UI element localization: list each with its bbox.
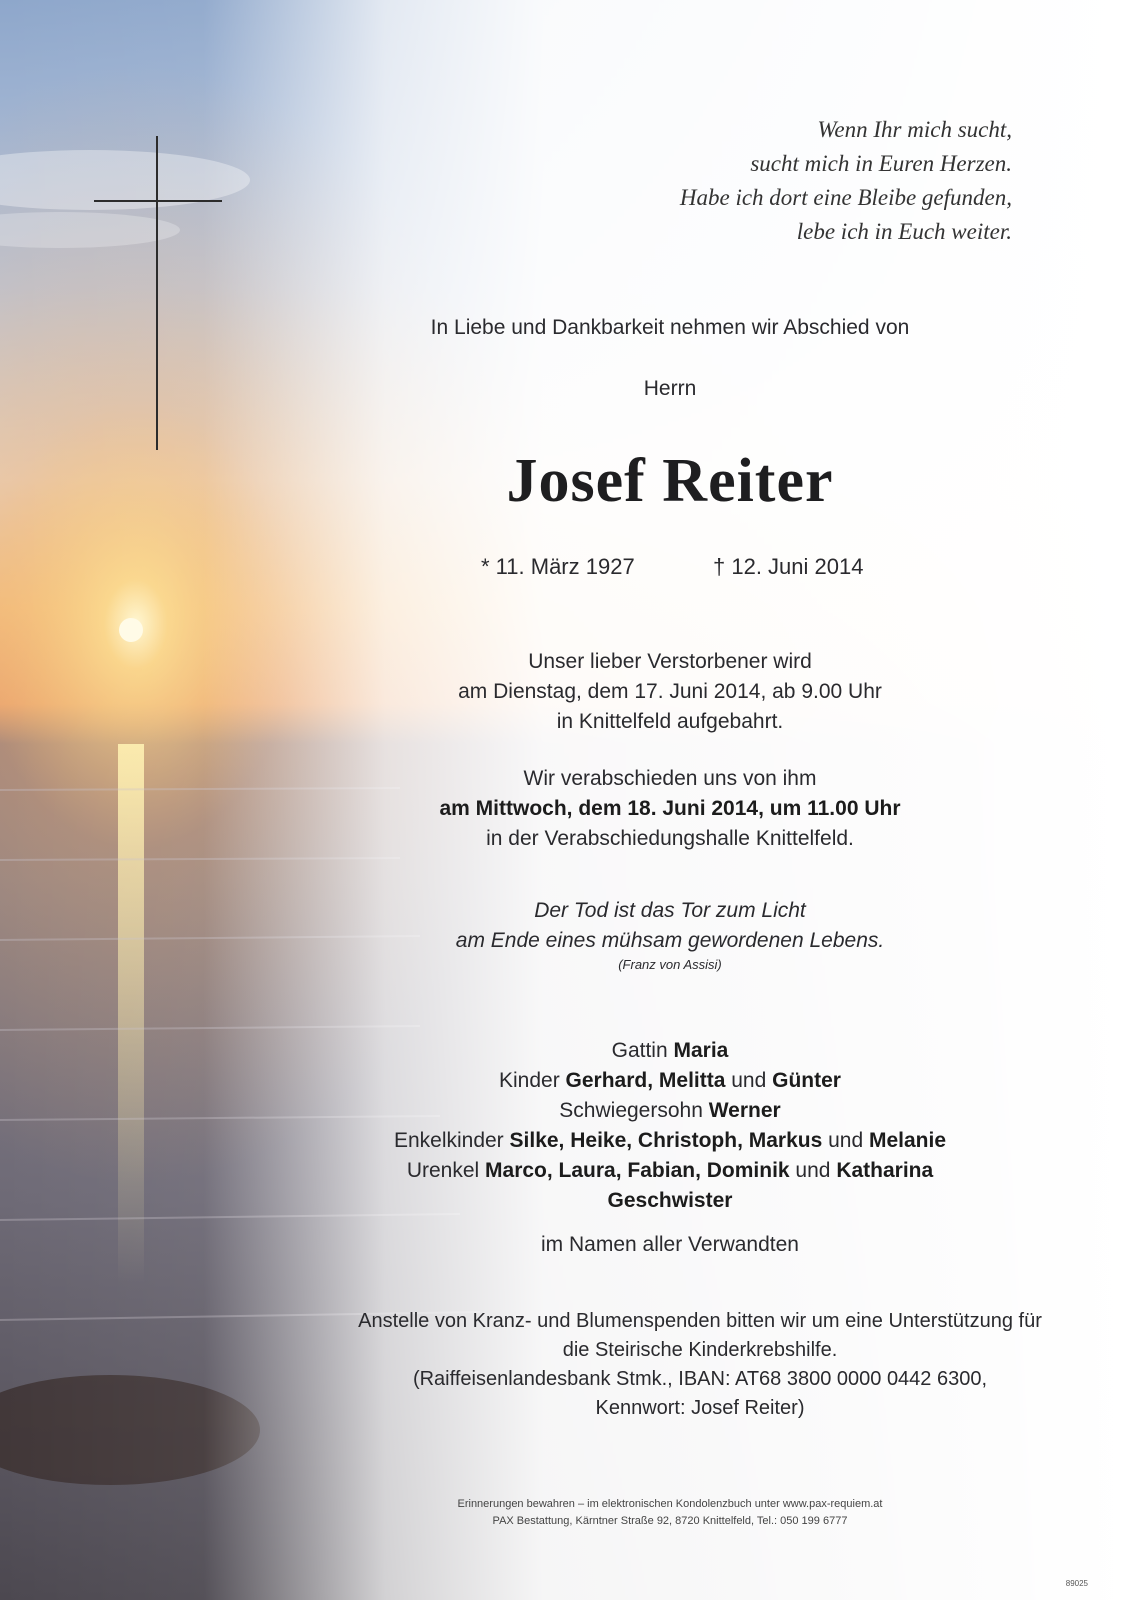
relation-label: Gattin xyxy=(611,1039,674,1062)
relative-names: Gerhard, Melitta xyxy=(565,1069,726,1092)
relation-label: Enkelkinder xyxy=(393,1129,510,1152)
relation-label: Schwiegersohn xyxy=(559,1099,709,1122)
relative-names: Marco, Laura, Fabian, Dominik xyxy=(485,1159,790,1182)
print-code: 89025 xyxy=(1065,1579,1088,1588)
cross-vertical-bar xyxy=(156,136,158,450)
donation-line: (Raiffeisenlandesbank Stmk., IBAN: AT68 3800 0000 0442 6300, xyxy=(412,1368,988,1390)
viewing-info xyxy=(240,647,1100,737)
farewell-info xyxy=(240,764,1100,854)
quote xyxy=(240,896,1100,974)
donation-line: Kennwort: Josef Reiter) xyxy=(595,1397,805,1419)
footer xyxy=(370,1496,970,1530)
family-row-great-grandchildren xyxy=(240,1156,1100,1186)
donation-request xyxy=(270,1307,1130,1423)
relative-names: Katharina xyxy=(836,1159,934,1182)
deceased-name: Josef Reiter xyxy=(506,447,834,515)
farewell-date: am Mittwoch, dem 18. Juni 2014, um 11.00 Uhr xyxy=(439,797,901,820)
viewing-line: Unser lieber Verstorbener wird xyxy=(528,650,812,673)
quote-source: (Franz von Assisi) xyxy=(618,957,722,972)
relative-names: Silke, Heike, Christoph, Markus xyxy=(509,1129,823,1152)
conjunction: und xyxy=(822,1129,869,1152)
salutation: Herrn xyxy=(643,377,697,400)
poem-line: Wenn Ihr mich sucht, xyxy=(817,117,1012,142)
family-row-spouse xyxy=(240,1036,1100,1066)
birth-date: * 11. März 1927 xyxy=(481,554,635,579)
conjunction: und xyxy=(725,1069,773,1092)
relation-label: Kinder xyxy=(499,1069,566,1092)
cross-horizontal-bar xyxy=(94,200,222,202)
death-date: † 12. Juni 2014 xyxy=(713,554,864,579)
poem xyxy=(492,113,1012,249)
quote-line: Der Tod ist das Tor zum Licht xyxy=(534,899,806,922)
relative-names: Maria xyxy=(673,1039,729,1062)
family-row-grandchildren xyxy=(240,1126,1100,1156)
viewing-line: am Dienstag, dem 17. Juni 2014, ab 9.00 Uhr xyxy=(458,680,882,703)
family-row-children xyxy=(240,1066,1100,1096)
farewell-line: Wir verabschieden uns von ihm xyxy=(523,767,817,790)
family-row-son-in-law xyxy=(240,1096,1100,1126)
farewell-location: in der Verabschiedungshalle Knittelfeld. xyxy=(486,827,854,850)
poem-line: lebe ich in Euch weiter. xyxy=(796,219,1012,244)
relative-names: Melanie xyxy=(869,1129,947,1152)
relatives-note: im Namen aller Verwandten xyxy=(541,1233,799,1256)
poem-line: sucht mich in Euren Herzen. xyxy=(750,151,1012,176)
donation-line: die Steirische Kinderkrebshilfe. xyxy=(562,1339,838,1361)
relative-names: Geschwister xyxy=(607,1189,733,1212)
relative-names: Werner xyxy=(708,1099,781,1122)
relation-label: Urenkel xyxy=(406,1159,486,1182)
quote-line: am Ende eines mühsam gewordenen Lebens. xyxy=(455,929,885,952)
donation-line: Anstelle von Kranz- und Blumenspenden bitten wir um eine Unterstützung für xyxy=(358,1310,1042,1332)
funeral-home-address: PAX Bestattung, Kärntner Straße 92, 8720 Knittelfeld, Tel.: 050 199 6777 xyxy=(492,1515,848,1527)
poem-line: Habe ich dort eine Bleibe gefunden, xyxy=(679,185,1012,210)
viewing-line: in Knittelfeld aufgebahrt. xyxy=(556,710,784,733)
conjunction: und xyxy=(789,1159,837,1182)
relative-names: Günter xyxy=(772,1069,841,1092)
intro-text: In Liebe und Dankbarkeit nehmen wir Abschied von xyxy=(430,316,910,339)
family-list xyxy=(240,1036,1100,1216)
condolence-book-note: Erinnerungen bewahren – im elektronischen Kondolenzbuch unter www.pax-requiem.at xyxy=(457,1498,883,1510)
family-row-siblings xyxy=(240,1186,1100,1216)
